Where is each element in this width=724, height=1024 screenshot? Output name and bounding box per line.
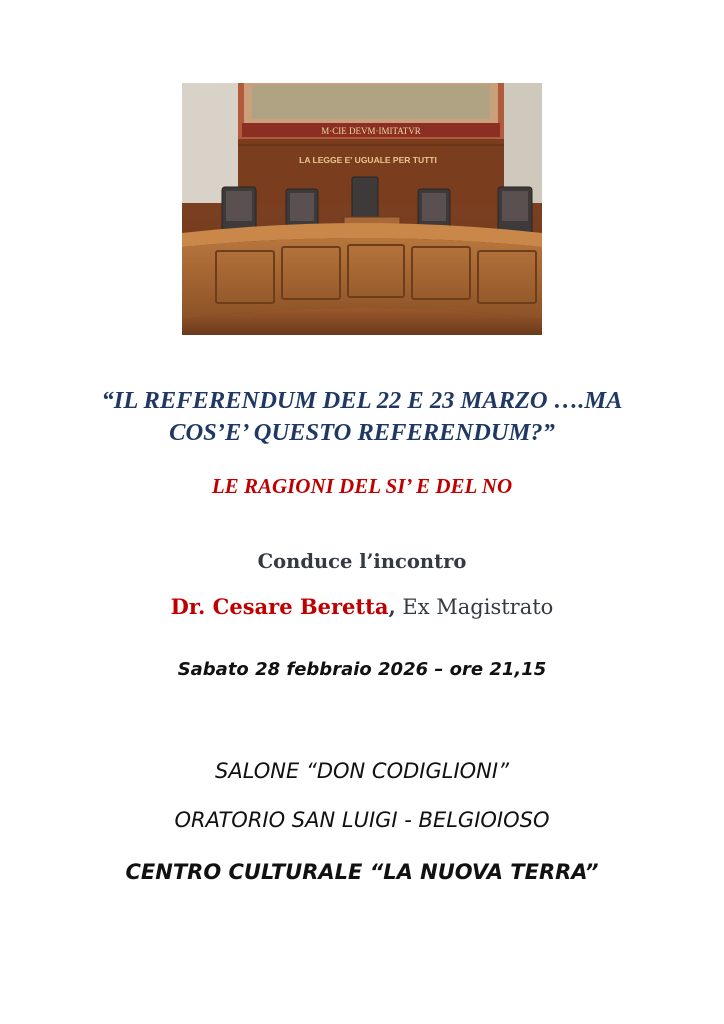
speaker-comma: , [388,594,396,619]
courtroom-photo [182,83,542,335]
venue-hall: SALONE “DON CODIGLIONI” [215,759,509,783]
motto-text: M·CIE DEVM·IMITATVR [321,126,421,136]
event-title [40,385,684,449]
speaker-name: Dr. Cesare Beretta [170,594,389,619]
venue-organizer: CENTRO CULTURALE “LA NUOVA TERRA” [125,860,599,884]
host-intro: Conduce l’incontro [257,550,467,573]
speaker-line [40,592,684,622]
event-title-line-1: “IL REFERENDUM DEL 22 E 23 MARZO ….MA [101,387,623,414]
venue-place: ORATORIO SAN LUIGI - BELGIOIOSO [174,808,550,832]
speaker-role: Ex Magistrato [395,595,554,619]
event-title-line-2: COS’E’ QUESTO REFERENDUM?” [169,419,555,446]
event-subtitle: LE RAGIONI DEL SI’ E DEL NO [211,474,513,498]
inscription-text: LA LEGGE E' UGUALE PER TUTTI [299,155,437,165]
event-date: Sabato 28 febbraio 2026 – ore 21,15 [177,659,547,680]
courtroom-illustration [182,83,542,335]
